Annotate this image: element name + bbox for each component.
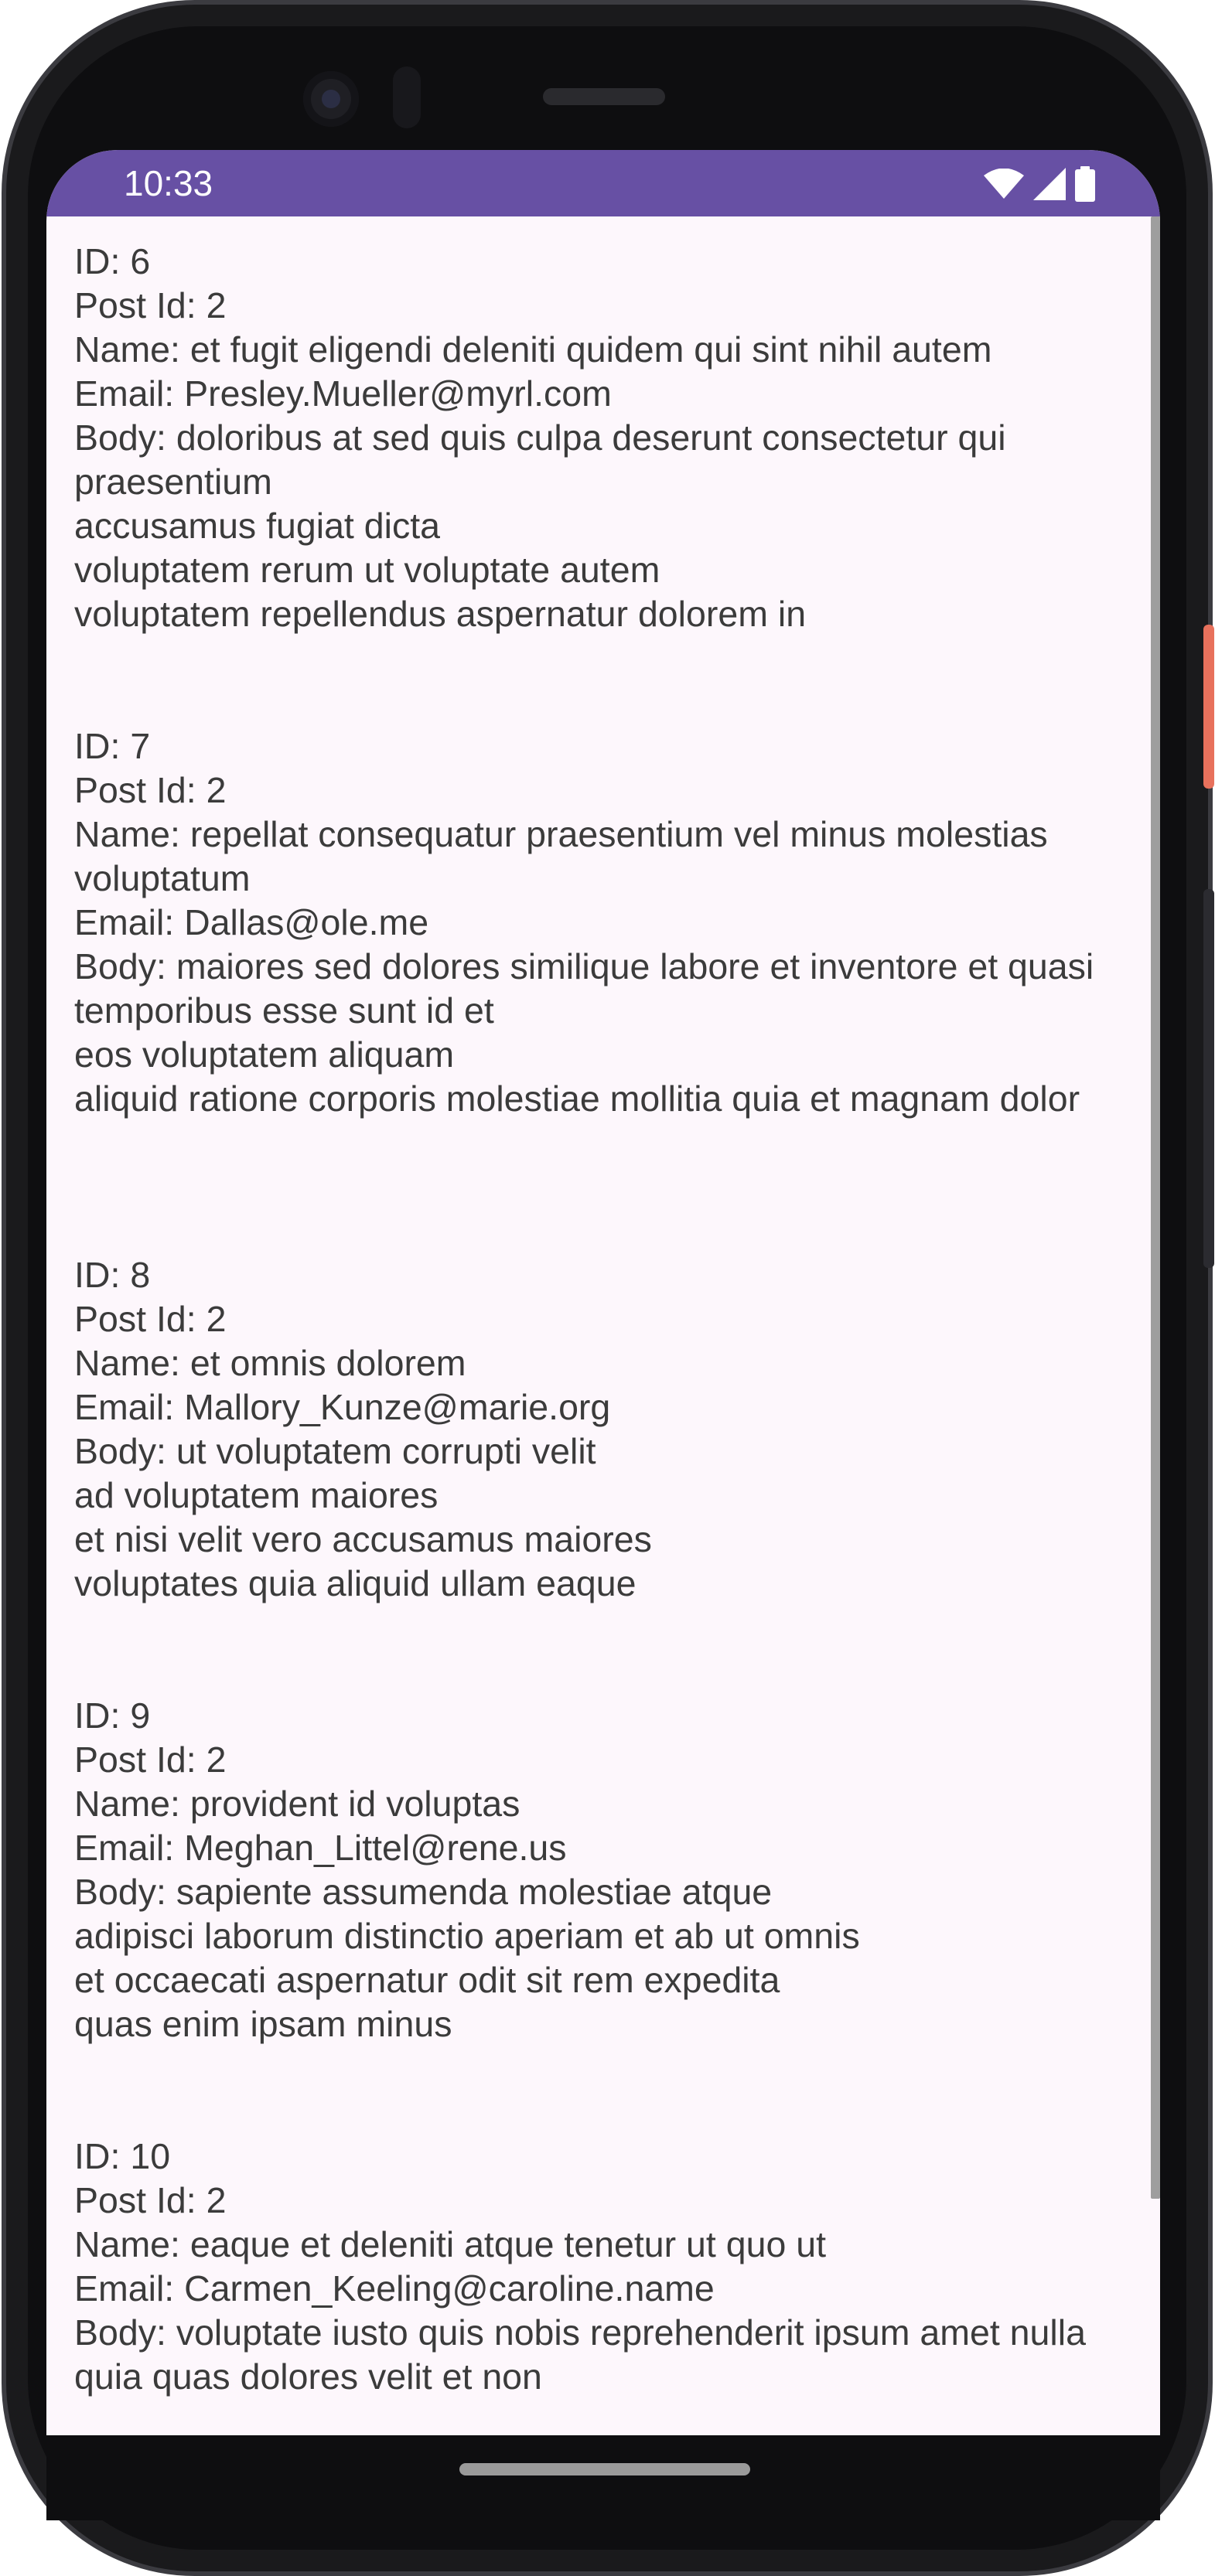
comment-item <box>74 240 1149 636</box>
battery-icon <box>1075 166 1095 202</box>
comment-email: Email: Presley.Mueller@myrl.com <box>74 373 612 414</box>
comment-name: Name: eaque et deleniti atque tenetur ut quo ut <box>74 2224 827 2264</box>
comment-body-line: Body: sapiente assumenda molestiae atque <box>74 1872 773 1912</box>
comment-post-id: Post Id: 2 <box>74 1299 227 1339</box>
status-time: 10:33 <box>124 163 213 203</box>
comment-email: Email: Dallas@ole.me <box>74 902 429 942</box>
earpiece-speaker <box>543 88 665 105</box>
comment-body-line: voluptatem rerum ut voluptate autem <box>74 550 660 590</box>
comment-name: Name: et fugit eligendi deleniti quidem qui sint nihil autem <box>74 329 992 370</box>
comment-post-id: Post Id: 2 <box>74 1739 227 1780</box>
comment-id: ID: 9 <box>74 1695 151 1736</box>
comment-body-line: voluptates quia aliquid ullam eaque <box>74 1563 637 1603</box>
comments-list[interactable] <box>46 216 1151 2435</box>
comment-item <box>74 724 1149 1121</box>
comment-body-line: aliquid ratione corporis molestiae mollitia quia et magnam dolor <box>74 1078 1080 1119</box>
comment-body-line: Body: voluptate iusto quis nobis reprehenderit ipsum amet nulla <box>74 2312 1086 2353</box>
comment-id: ID: 8 <box>74 1255 151 1295</box>
comment-name: Name: et omnis dolorem <box>74 1343 466 1383</box>
comment-body-line: et nisi velit vero accusamus maiores <box>74 1519 652 1559</box>
comment-email: Email: Carmen_Keeling@caroline.name <box>74 2268 715 2309</box>
comment-body-line: Body: maiores sed dolores similique labore et inventore et quasi temporibus esse sunt id et <box>74 946 1104 1031</box>
comment-item <box>74 1694 1149 2046</box>
comment-id: ID: 6 <box>74 241 151 281</box>
comment-body-line: adipisci laborum distinctio aperiam et ab ut omnis <box>74 1916 860 1956</box>
front-camera <box>303 71 359 127</box>
comment-body-line: Body: ut voluptatem corrupti velit <box>74 1431 596 1471</box>
volume-button[interactable] <box>1203 889 1214 1268</box>
comment-name: Name: provident id voluptas <box>74 1784 520 1824</box>
comment-post-id: Post Id: 2 <box>74 770 227 810</box>
comment-email: Email: Mallory_Kunze@marie.org <box>74 1387 611 1427</box>
comment-body-line: et occaecati aspernatur odit sit rem expedita <box>74 1960 780 2000</box>
comment-body-line: quia quas dolores velit et non <box>74 2356 542 2397</box>
comment-item <box>74 1253 1149 1606</box>
comment-body-line: eos voluptatem aliquam <box>74 1034 455 1075</box>
comment-id: ID: 7 <box>74 726 151 766</box>
proximity-sensor <box>393 66 421 128</box>
comment-body-line: voluptatem repellendus aspernatur dolorem in <box>74 594 807 634</box>
scrollbar[interactable] <box>1151 216 1160 2199</box>
comment-name: Name: repellat consequatur praesentium vel minus molestias voluptatum <box>74 814 1058 898</box>
wifi-icon <box>984 169 1024 199</box>
comment-id: ID: 10 <box>74 2136 171 2176</box>
comment-post-id: Post Id: 2 <box>74 2180 227 2220</box>
app-screen <box>46 150 1160 2435</box>
comment-post-id: Post Id: 2 <box>74 285 227 325</box>
comment-body-line: accusamus fugiat dicta <box>74 506 440 546</box>
comment-body-line: Body: doloribus at sed quis culpa deserunt consectetur qui praesentium <box>74 417 1016 502</box>
comment-item <box>74 2135 1149 2399</box>
home-indicator[interactable] <box>459 2463 750 2475</box>
status-bar <box>46 150 1160 216</box>
power-button[interactable] <box>1203 625 1214 789</box>
navigation-bar <box>46 2435 1160 2520</box>
comment-body-line: quas enim ipsam minus <box>74 2004 452 2044</box>
comment-body-line: ad voluptatem maiores <box>74 1475 439 1515</box>
cellular-signal-icon <box>1033 168 1066 200</box>
comment-email: Email: Meghan_Littel@rene.us <box>74 1828 567 1868</box>
status-icons <box>984 165 1095 203</box>
